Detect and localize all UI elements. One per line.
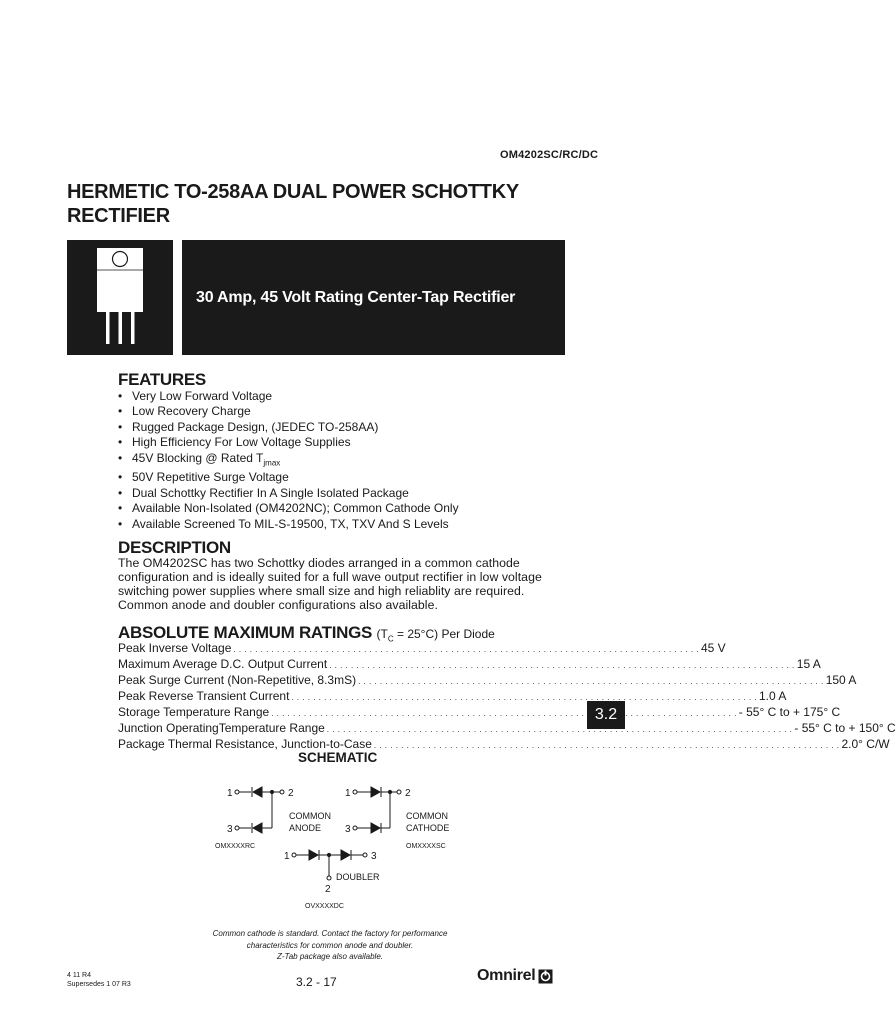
dc-part-label: OVXXXXDC — [305, 903, 344, 910]
rc-label-line2: ANODE — [289, 823, 322, 833]
pin-label: 3 — [227, 824, 233, 835]
rating-label: Junction OperatingTemperature Range — [118, 721, 325, 735]
product-banner — [182, 240, 565, 355]
list-item: • Dual Schottky Rectifier In A Single Isolated Package — [118, 486, 459, 501]
dc-label: DOUBLER — [336, 872, 380, 882]
schematic-diagram — [210, 780, 450, 915]
rating-value: - 55° C to + 150° C — [794, 721, 896, 735]
rating-label: Maximum Average D.C. Output Current — [118, 657, 328, 671]
ratings-title: ABSOLUTE MAXIMUM RATINGS — [118, 623, 373, 642]
list-item: • Available Screened To MIL-S-19500, TX, TXV And S Levels — [118, 517, 459, 532]
revision-code: 4 11 R4 — [67, 972, 91, 979]
rc-label-line1: COMMON — [289, 811, 331, 821]
table-row — [118, 721, 896, 737]
brand-name: Omnirel — [477, 967, 536, 984]
schematic-heading: SCHEMATIC — [298, 750, 378, 765]
brand-logo — [477, 967, 553, 985]
document-code — [67, 971, 131, 989]
list-item: • 50V Repetitive Surge Voltage — [118, 470, 459, 485]
banner-text: 30 Amp, 45 Volt Rating Center-Tap Rectifier — [196, 288, 516, 306]
rating-value: - 55° C to + 175° C — [738, 705, 841, 719]
list-item: • 45V Blocking @ Rated $T_{jmax}$ — [118, 451, 459, 471]
footnote — [200, 928, 460, 963]
table-row — [118, 641, 726, 657]
rating-label: Package Thermal Resistance, Junction-to-Case — [118, 737, 372, 751]
list-item: • Very Low Forward Voltage — [118, 389, 459, 404]
sc-label-line2: CATHODE — [406, 823, 450, 833]
omnirel-logo-icon — [538, 969, 553, 984]
pin-label: 1 — [227, 788, 233, 799]
rating-value: 15 A — [796, 657, 821, 671]
description-heading: DESCRIPTION — [118, 538, 231, 557]
to-258-package-icon — [67, 240, 173, 355]
pin-label: 2 — [288, 788, 294, 799]
sc-label-line1: COMMON — [406, 811, 448, 821]
footnote-line: Z-Tab package also available. — [277, 952, 383, 961]
list-item: • Available Non-Isolated (OM4202NC); Common Cathode Only — [118, 501, 459, 516]
document-title: HERMETIC TO-258AA DUAL POWER SCHOTTKY RECTIFIER — [67, 181, 519, 227]
package-illustration — [67, 240, 173, 355]
pin-label: 1 — [345, 788, 351, 799]
rating-value: 45 V — [701, 641, 726, 655]
subscript: jmax — [263, 458, 281, 468]
rc-part-label: OMXXXXRC — [215, 843, 256, 850]
supersedes-code: Supersedes 1 07 R3 — [67, 981, 131, 988]
rating-label: Peak Surge Current (Non-Repetitive, 8.3mS) — [118, 673, 357, 687]
features-list — [118, 389, 459, 532]
page-number: 3.2 - 17 — [296, 975, 337, 989]
features-heading: FEATURES — [118, 370, 206, 389]
ratings-condition: $(T_C = 25^\circ C)$ Per Diode — [376, 627, 495, 644]
pin-label: 3 — [371, 851, 377, 862]
pin-label: 2 — [405, 788, 411, 799]
rating-label: Peak Inverse Voltage — [118, 641, 232, 655]
rating-label: Peak Reverse Transient Current — [118, 689, 290, 703]
description-text: The OM4202SC has two Schottky diodes arranged in a common cathode configuration and is ideally suited for a full wave output rectifier in low voltage switching power supplies where small size and high reliablity are required. Common anode and doubler configurations also available. — [118, 556, 542, 612]
footnote-line: Common cathode is standard. Contact the factory for performance — [212, 929, 448, 938]
pin-label: 2 — [325, 884, 331, 895]
table-row — [118, 657, 821, 673]
rating-value: 150 A — [825, 673, 857, 687]
table-row — [118, 673, 857, 689]
table-row — [118, 689, 787, 705]
rating-value: 2.0° C/W — [841, 737, 890, 751]
sc-part-label: OMXXXXSC — [406, 843, 446, 850]
section-tab: 3.2 — [587, 701, 625, 729]
list-item: • High Efficiency For Low Voltage Supplies — [118, 435, 459, 450]
pin-label: 3 — [345, 824, 351, 835]
list-item: • Rugged Package Design, (JEDEC TO-258AA) — [118, 420, 459, 435]
list-item: • Low Recovery Charge — [118, 404, 459, 419]
part-number: OM4202SC/RC/DC — [500, 149, 599, 161]
rating-value: 1.0 A — [759, 689, 787, 703]
rating-label: Storage Temperature Range — [118, 705, 270, 719]
footnote-line: characteristics for common anode and doubler. — [246, 940, 414, 950]
pin-label: 1 — [284, 851, 290, 862]
